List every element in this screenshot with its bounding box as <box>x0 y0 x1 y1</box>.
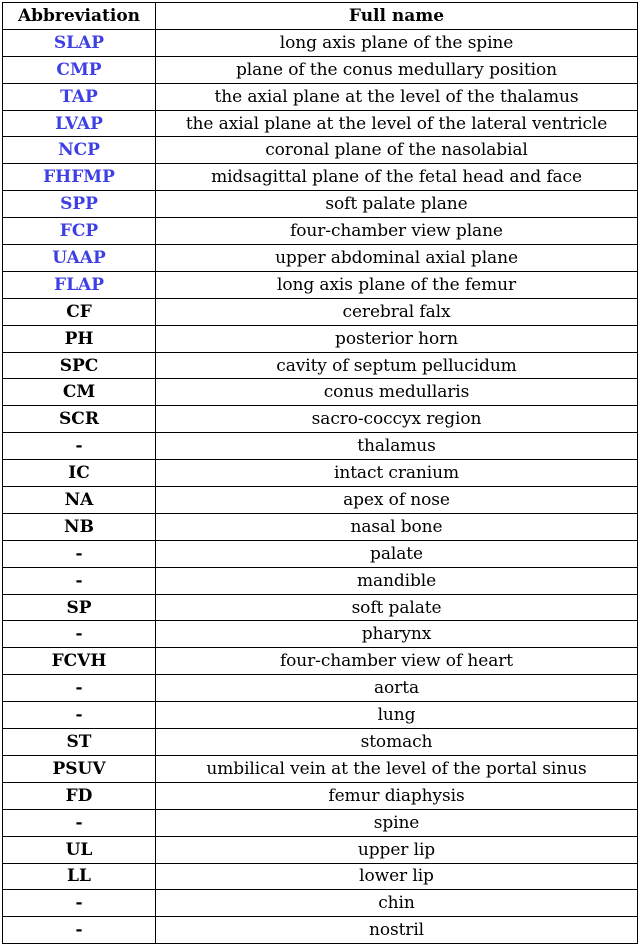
full-name-cell: soft palate plane <box>156 191 638 218</box>
full-name-cell: upper lip <box>156 836 638 863</box>
table-row <box>3 917 638 944</box>
abbreviation-cell: - <box>3 917 156 944</box>
abbreviation-cell: UAAP <box>3 245 156 272</box>
table-row <box>3 648 638 675</box>
full-name-cell: conus medullaris <box>156 379 638 406</box>
table-row <box>3 487 638 514</box>
full-name-cell: aorta <box>156 675 638 702</box>
full-name-cell: pharynx <box>156 621 638 648</box>
abbreviation-cell: PSUV <box>3 755 156 782</box>
full-name-cell: nostril <box>156 917 638 944</box>
table-row <box>3 218 638 245</box>
abbreviation-table <box>2 2 638 944</box>
full-name-cell: upper abdominal axial plane <box>156 245 638 272</box>
abbreviation-cell: - <box>3 890 156 917</box>
header-row <box>3 3 638 30</box>
abbreviation-cell: NB <box>3 513 156 540</box>
table-row <box>3 379 638 406</box>
abbreviation-cell: - <box>3 567 156 594</box>
full-name-cell: mandible <box>156 567 638 594</box>
table-row <box>3 755 638 782</box>
table-row <box>3 56 638 83</box>
full-name-cell: chin <box>156 890 638 917</box>
abbreviation-cell: FHFMP <box>3 164 156 191</box>
abbreviation-cell: UL <box>3 836 156 863</box>
table-body <box>3 29 638 943</box>
abbreviation-cell: LL <box>3 863 156 890</box>
abbreviation-cell: - <box>3 809 156 836</box>
abbreviation-cell: CF <box>3 298 156 325</box>
full-name-cell: the axial plane at the level of the thalamus <box>156 83 638 110</box>
table-row <box>3 164 638 191</box>
table-row <box>3 245 638 272</box>
full-name-cell: umbilical vein at the level of the portal sinus <box>156 755 638 782</box>
abbreviation-cell: LVAP <box>3 110 156 137</box>
abbreviation-cell: - <box>3 621 156 648</box>
table-row <box>3 325 638 352</box>
table-row <box>3 352 638 379</box>
abbreviation-cell: SP <box>3 594 156 621</box>
table-row <box>3 29 638 56</box>
table-row <box>3 191 638 218</box>
table-row <box>3 540 638 567</box>
abbreviation-cell: SPP <box>3 191 156 218</box>
full-name-cell: four-chamber view of heart <box>156 648 638 675</box>
full-name-cell: cerebral falx <box>156 298 638 325</box>
abbreviation-column-header: Abbreviation <box>3 3 156 30</box>
full-name-cell: lung <box>156 702 638 729</box>
full-name-cell: cavity of septum pellucidum <box>156 352 638 379</box>
table-row <box>3 271 638 298</box>
full-name-cell: thalamus <box>156 433 638 460</box>
table-row <box>3 298 638 325</box>
abbreviation-cell: CM <box>3 379 156 406</box>
full-name-cell: the axial plane at the level of the lateral ventricle <box>156 110 638 137</box>
full-name-cell: stomach <box>156 729 638 756</box>
abbreviation-cell: TAP <box>3 83 156 110</box>
full-name-cell: nasal bone <box>156 513 638 540</box>
abbreviation-cell: - <box>3 675 156 702</box>
abbreviation-cell: - <box>3 540 156 567</box>
table-row <box>3 406 638 433</box>
table-row <box>3 890 638 917</box>
full-name-cell: palate <box>156 540 638 567</box>
abbreviation-cell: PH <box>3 325 156 352</box>
full-name-cell: femur diaphysis <box>156 782 638 809</box>
full-name-cell: long axis plane of the spine <box>156 29 638 56</box>
table-row <box>3 675 638 702</box>
abbreviation-cell: NCP <box>3 137 156 164</box>
abbreviation-cell: ST <box>3 729 156 756</box>
abbreviation-cell: SLAP <box>3 29 156 56</box>
table-row <box>3 836 638 863</box>
table-row <box>3 460 638 487</box>
abbreviation-cell: CMP <box>3 56 156 83</box>
abbreviation-cell: FLAP <box>3 271 156 298</box>
full-name-column-header: Full name <box>156 3 638 30</box>
table-row <box>3 433 638 460</box>
table-row <box>3 567 638 594</box>
abbreviation-cell: IC <box>3 460 156 487</box>
table-row <box>3 702 638 729</box>
full-name-cell: long axis plane of the femur <box>156 271 638 298</box>
full-name-cell: posterior horn <box>156 325 638 352</box>
abbreviation-cell: - <box>3 433 156 460</box>
full-name-cell: spine <box>156 809 638 836</box>
abbreviation-cell: NA <box>3 487 156 514</box>
table-row <box>3 594 638 621</box>
table-row <box>3 729 638 756</box>
table-row <box>3 782 638 809</box>
full-name-cell: coronal plane of the nasolabial <box>156 137 638 164</box>
table-row <box>3 621 638 648</box>
table-row <box>3 863 638 890</box>
abbreviation-cell: FCP <box>3 218 156 245</box>
table-row <box>3 809 638 836</box>
table-row <box>3 110 638 137</box>
full-name-cell: sacro-coccyx region <box>156 406 638 433</box>
table-row <box>3 137 638 164</box>
abbreviation-cell: SPC <box>3 352 156 379</box>
full-name-cell: four-chamber view plane <box>156 218 638 245</box>
full-name-cell: apex of nose <box>156 487 638 514</box>
table-header <box>3 3 638 30</box>
abbreviation-cell: FD <box>3 782 156 809</box>
abbreviation-cell: SCR <box>3 406 156 433</box>
full-name-cell: lower lip <box>156 863 638 890</box>
table-row <box>3 83 638 110</box>
abbreviation-cell: FCVH <box>3 648 156 675</box>
full-name-cell: plane of the conus medullary position <box>156 56 638 83</box>
table-row <box>3 513 638 540</box>
full-name-cell: intact cranium <box>156 460 638 487</box>
full-name-cell: midsagittal plane of the fetal head and face <box>156 164 638 191</box>
abbreviation-cell: - <box>3 702 156 729</box>
full-name-cell: soft palate <box>156 594 638 621</box>
